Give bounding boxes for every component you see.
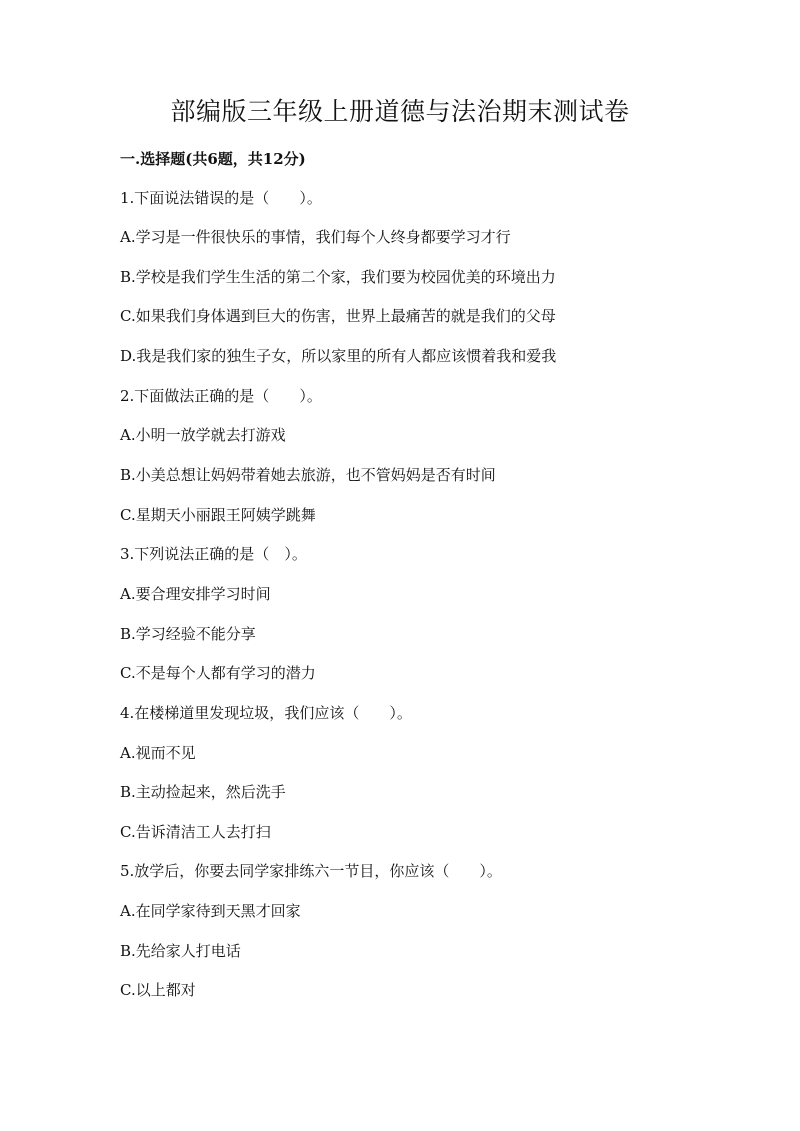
question-1-option-a: A.学习是一件很快乐的事情，我们每个人终身都要学习才行 xyxy=(120,228,511,246)
question-4: 4.在楼梯道里发现垃圾，我们应该（ ）。 xyxy=(120,704,412,722)
question-2-option-a: A.小明一放学就去打游戏 xyxy=(120,426,286,444)
page-title: 部编版三年级上册道德与法治期末测试卷 xyxy=(170,97,630,126)
question-1-option-c: C.如果我们身体遇到巨大的伤害，世界上最痛苦的就是我们的父母 xyxy=(120,307,556,325)
question-2: 2.下面做法正确的是（ ）。 xyxy=(120,387,322,405)
question-4-option-c: C.告诉清洁工人去打扫 xyxy=(120,823,271,841)
question-1: 1.下面说法错误的是（ ）。 xyxy=(120,189,322,207)
question-3-option-c: C.不是每个人都有学习的潜力 xyxy=(120,664,316,682)
question-1-option-b: B.学校是我们学生生活的第二个家，我们要为校园优美的环境出力 xyxy=(120,268,556,286)
question-2-option-c: C.星期天小丽跟王阿姨学跳舞 xyxy=(120,506,316,524)
question-3-option-a: A.要合理安排学习时间 xyxy=(120,585,271,603)
question-2-option-b: B.小美总想让妈妈带着她去旅游，也不管妈妈是否有时间 xyxy=(120,466,496,484)
question-4-option-b: B.主动捡起来，然后洗手 xyxy=(120,783,286,801)
question-5-option-a: A.在同学家待到天黑才回家 xyxy=(120,902,301,920)
question-3-option-b: B.学习经验不能分享 xyxy=(120,625,256,643)
question-4-option-a: A.视而不见 xyxy=(120,744,196,762)
question-5: 5.放学后，你要去同学家排练六一节目，你应该（ ）。 xyxy=(120,862,502,880)
question-5-option-c: C.以上都对 xyxy=(120,981,196,999)
question-5-option-b: B.先给家人打电话 xyxy=(120,942,241,960)
question-3: 3.下列说法正确的是（ ）。 xyxy=(120,545,307,563)
question-1-option-d: D.我是我们家的独生子女，所以家里的所有人都应该惯着我和爱我 xyxy=(120,347,557,365)
section-heading: 一.选择题(共6题，共12分) xyxy=(120,150,306,168)
